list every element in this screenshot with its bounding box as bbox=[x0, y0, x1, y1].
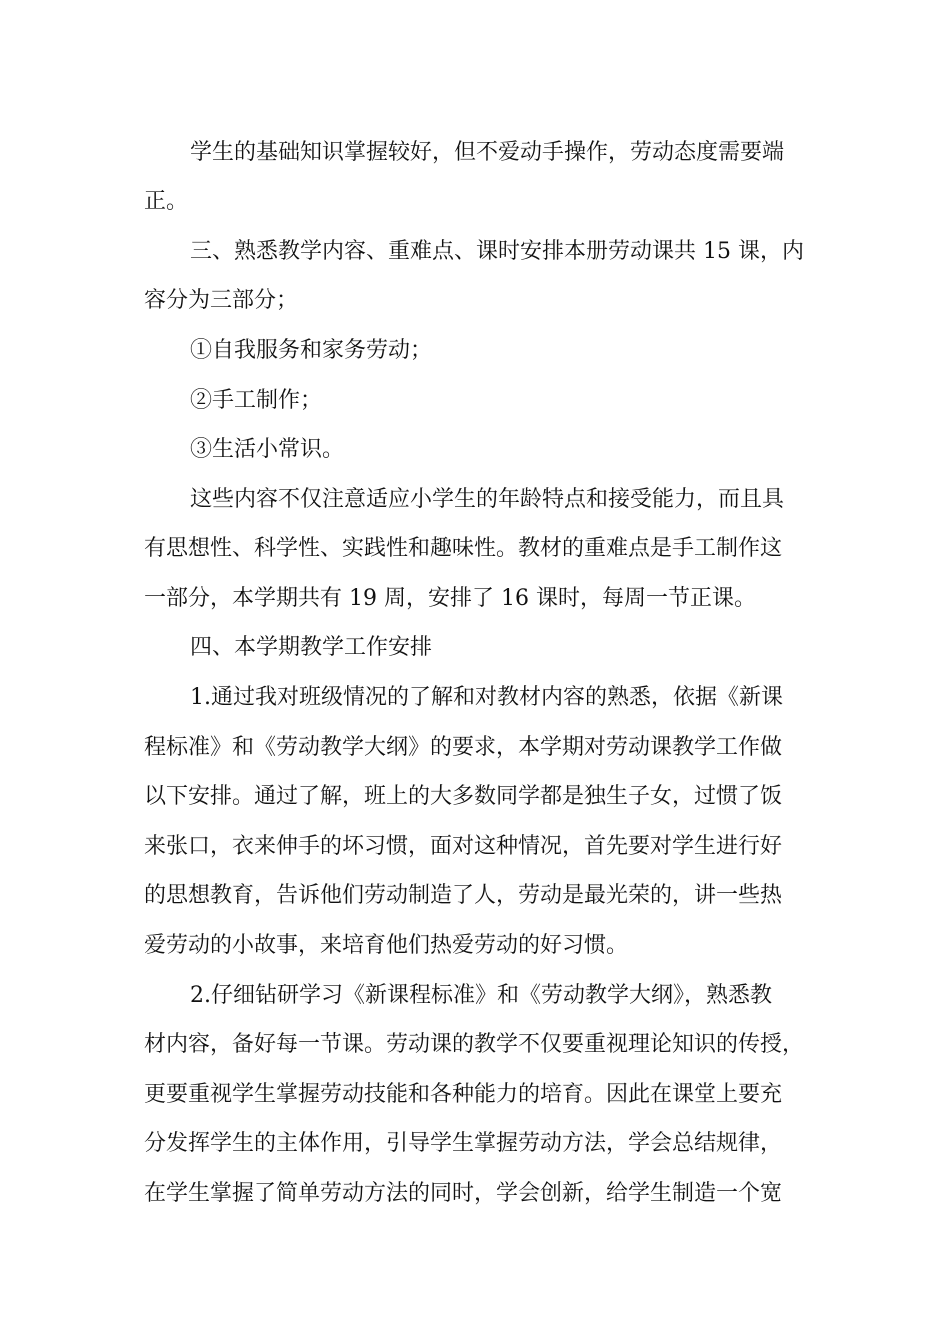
text-line: 的思想教育，告诉他们劳动制造了人，劳动是最光荣的，讲一些热 bbox=[144, 883, 783, 908]
text-line: 分发挥学生的主体作用，引导学生掌握劳动方法，学会总结规律， bbox=[144, 1131, 783, 1156]
text-line: 容分为三部分； bbox=[144, 288, 299, 313]
section-heading: 四、本学期教学工作安排 bbox=[190, 635, 433, 660]
text-line: 这些内容不仅注意适应小学生的年龄特点和接受能力，而且具 bbox=[190, 487, 785, 512]
list-item: ①自我服务和家务劳动； bbox=[190, 338, 433, 363]
text-line: 更要重视学生掌握劳动技能和各种能力的培育。因此在课堂上要充 bbox=[144, 1082, 783, 1107]
text-line: 2.仔细钻研学习《新课程标准》和《劳动教学大纲》，熟悉教 bbox=[190, 983, 772, 1008]
text-line: 1.通过我对班级情况的了解和对教材内容的熟悉，依据《新课 bbox=[190, 685, 783, 710]
text-line: 来张口，衣来伸手的坏习惯，面对这种情况，首先要对学生进行好 bbox=[144, 834, 783, 859]
text-line: 爱劳动的小故事，来培育他们热爱劳动的好习惯。 bbox=[144, 933, 629, 958]
text-line: 程标准》和《劳动教学大纲》的要求，本学期对劳动课教学工作做 bbox=[144, 735, 783, 760]
text-line: 三、熟悉教学内容、重难点、课时安排本册劳动课共 15 课，内 bbox=[190, 239, 804, 264]
text-line: 以下安排。通过了解，班上的大多数同学都是独生子女，过惯了饭 bbox=[144, 784, 783, 809]
text-line: 在学生掌握了简单劳动方法的同时，学会创新，给学生制造一个宽 bbox=[144, 1181, 783, 1206]
text-line: 有思想性、科学性、实践性和趣味性。教材的重难点是手工制作这 bbox=[144, 536, 783, 561]
text-line: 正。 bbox=[144, 189, 189, 214]
list-item: ②手工制作； bbox=[190, 388, 323, 413]
list-item: ③生活小常识。 bbox=[190, 437, 345, 462]
text-line: 一部分，本学期共有 19 周，安排了 16 课时，每周一节正课。 bbox=[144, 586, 756, 611]
text-line: 学生的基础知识掌握较好，但不爱动手操作，劳动态度需要端 bbox=[190, 140, 785, 165]
text-line: 材内容，备好每一节课。劳动课的教学不仅要重视理论知识的传授， bbox=[144, 1032, 805, 1057]
